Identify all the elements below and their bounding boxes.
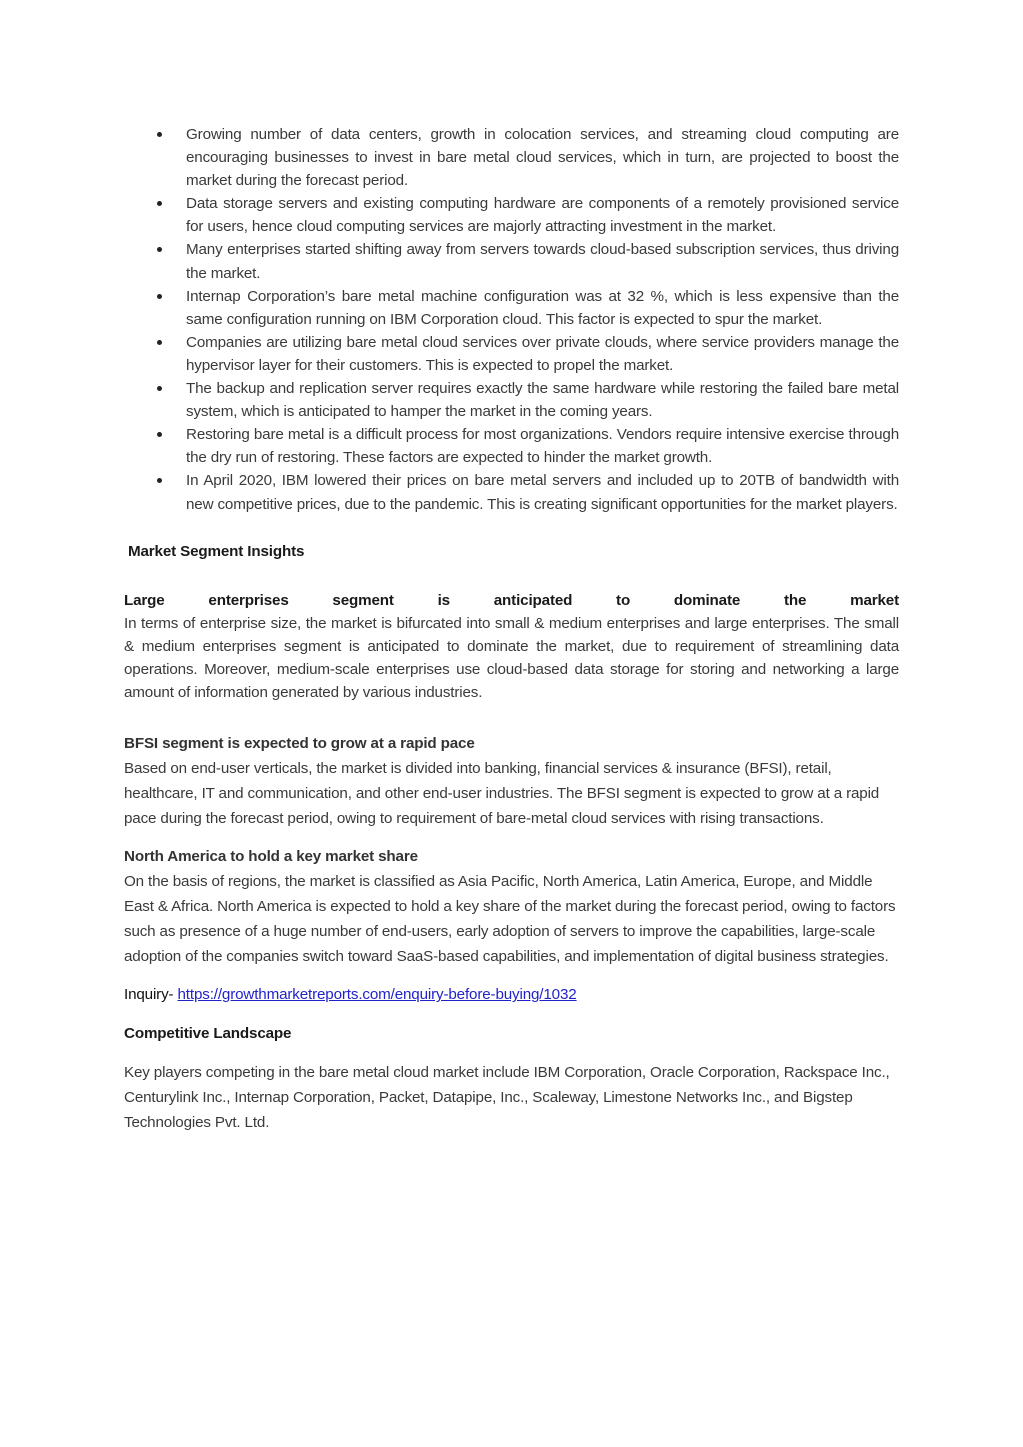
bfsi-segment-body: Based on end-user verticals, the market is divided into banking, financial services & insurance (BFSI), retail, healthcare, IT and communication, and other end-user industries. The BFSI segment is expected to grow at a rapid pace during the forecast period, owing to requirement of bare-metal cloud services with rising transactions.: [124, 759, 880, 827]
competitive-landscape-heading: Competitive Landscape: [124, 1025, 292, 1043]
list-item: Internap Corporation’s bare metal machine configuration was at 32 %, which is less expensive than the same configuration running on IBM Corporation cloud. This factor is expected to spur the market.: [124, 285, 899, 331]
list-item: Growing number of data centers, growth in colocation services, and streaming cloud computing are encouraging businesses to invest in bare metal cloud services, which in turn, are projected to boost the market during the forecast period.: [124, 123, 899, 192]
inquiry-link[interactable]: https://growthmarketreports.com/enquiry-before-buying/1032: [177, 986, 577, 1004]
section-title-market-segment-insights: Market Segment Insights: [128, 542, 305, 560]
north-america-section: [124, 845, 899, 969]
bullet-icon: [157, 294, 162, 299]
enterprise-segment-body: In terms of enterprise size, the market is bifurcated into small & medium enterprises and large enterprises. The small & medium enterprises segment is anticipated to dominate the market, due to requirement of streamlining data operations. Moreover, medium-scale enterprises use cloud-based data storage for storing and networking a large amount of information generated by various industries.: [124, 614, 899, 702]
list-item: Restoring bare metal is a difficult process for most organizations. Vendors require intensive exercise through the dry run of restoring. These factors are expected to hinder the market growth.: [124, 423, 899, 469]
bullet-icon: [157, 340, 162, 345]
list-item: Data storage servers and existing computing hardware are components of a remotely provisioned service for users, hence cloud computing services are majorly attracting investment in the market.: [124, 192, 899, 238]
bullet-icon: [157, 201, 162, 206]
bullet-icon: [157, 478, 162, 483]
bullet-icon: [157, 432, 162, 437]
inquiry-line: [124, 983, 899, 1008]
bfsi-segment-section: [124, 732, 899, 831]
list-item: Companies are utilizing bare metal cloud services over private clouds, where service providers manage the hypervisor layer for their customers. This is expected to propel the market.: [124, 331, 899, 377]
market-drivers-list: [124, 123, 899, 516]
enterprise-segment-section: [124, 589, 899, 704]
bullet-icon: [157, 247, 162, 252]
bullet-icon: [157, 386, 162, 391]
list-item: The backup and replication server requires exactly the same hardware while restoring the failed bare metal system, which is anticipated to hamper the market in the coming years.: [124, 377, 899, 423]
north-america-heading: North America to hold a key market share: [124, 848, 418, 866]
north-america-body: On the basis of regions, the market is classified as Asia Pacific, North America, Latin America, Europe, and Middle East & Africa. North America is expected to hold a key share of the market during the forecast period, owing to factors such as presence of a huge number of end-users, early adoption of servers to improve the capabilities, large-scale adoption of the companies switch toward SaaS-based capabilities, and implementation of digital business strategies.: [124, 873, 896, 965]
document-page: [124, 123, 899, 1135]
competitive-landscape-section: [124, 1022, 899, 1135]
bullet-icon: [157, 132, 162, 137]
competitive-landscape-body: Key players competing in the bare metal cloud market include IBM Corporation, Oracle Corporation, Rackspace Inc., Centurylink Inc., Internap Corporation, Packet, Datapipe, Inc., Scaleway, Limestone Networks Inc., and Bigstep Technologies Pvt. Ltd.: [124, 1063, 890, 1131]
inquiry-label: Inquiry-: [124, 986, 178, 1004]
list-item: In April 2020, IBM lowered their prices on bare metal servers and included up to 20TB of bandwidth with new competitive prices, due to the pandemic. This is creating significant opportunities for the market players.: [124, 469, 899, 515]
bfsi-segment-heading: BFSI segment is expected to grow at a rapid pace: [124, 735, 475, 753]
list-item: Many enterprises started shifting away from servers towards cloud-based subscription services, thus driving the market.: [124, 238, 899, 284]
enterprise-segment-heading: Large enterprises segment is anticipated to dominate the market: [124, 591, 899, 609]
